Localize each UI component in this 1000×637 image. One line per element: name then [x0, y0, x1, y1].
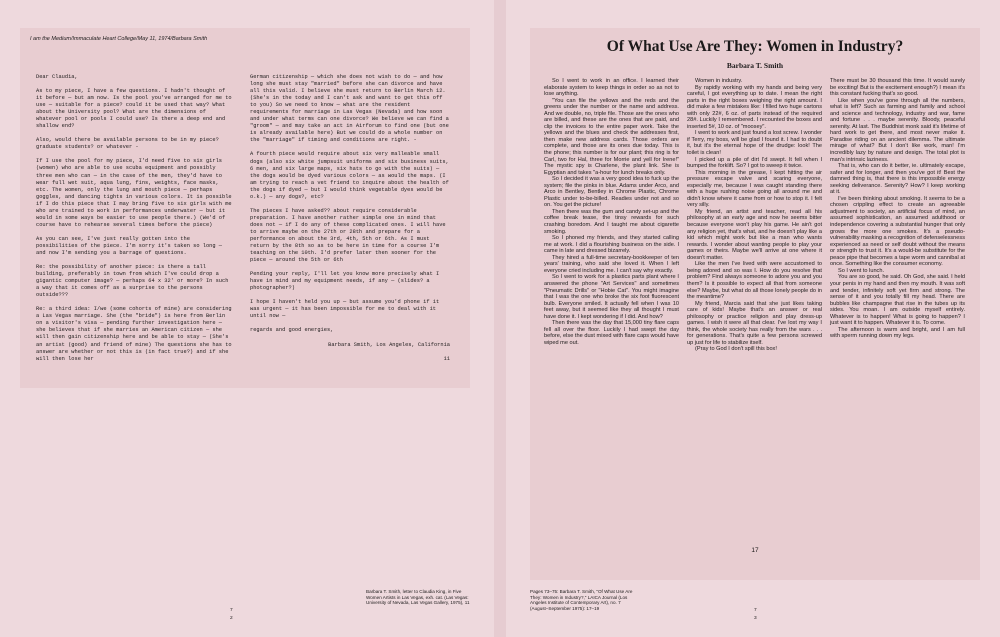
article-paragraph: My friend, Marcia said that she just likes taking care of kids! Maybe that's an answer or real philosophy or practice religion and play dress-up games. I wish it were all that clear. I've lost my way I think, the whole society has really from the wars . . . for generations. That's quite a few persons screwed up just for life to stabilize itself. — [687, 300, 822, 346]
letter-paragraph: If I use the pool for my piece, I'd need five to six girls (women) who are able to use scuba equipment and possibly three men who can — in the case of the men, they'd have to wear full wet suit, aqua lung, fins, weights, face masks, etc. The women, only the lung and mouth piece — perhaps goggles, and dancing tights in various colors. It is possible if I do this piece that I may bring five to six girls with me who are trained to work in performances underwater — but it would in some ways be easier to use people there.) (We'd of course have to rehearse several times before the piece) — [36, 158, 232, 228]
letter-column-left — [36, 74, 234, 370]
article-paragraph: The afternoon is warm and bright, and I am full with sperm running down my legs. — [830, 326, 965, 340]
article-clipping — [530, 28, 980, 580]
article-paragraph: This morning in the grease, I kept hitting the air pressure escape valve and scaring everyone, especially me, because I was caught standing there with a huge rushing noise going all around me and didn't know where it came from or how to stop it. I felt very silly. — [687, 169, 822, 209]
article-author: Barbara T. Smith — [726, 61, 784, 70]
letter-paragraph: As to my piece, I have a few questions. I hadn't thought of it before — but am now. Is the pool you've arranged for me to use — suitable for a piece? could it be used that way? What about the University pool? What are the dimensions of whatever pool or pools I could use? Is there a deep end and shallow end? — [36, 88, 232, 130]
letter-header: I am the Medium/Immaculate Heart College/May 11, 1974/Barbara Smith — [30, 36, 208, 42]
article-paragraph: I've been thinking about smoking. It seems to be a chosen crippling effect to create an agreeable adjustment to society, an artificial focus of mind, an assumed sophistication, an assumed adulthood or independence covering a substantial hunger that only grows the more one smokes. It's a pseudo-vulnerability masking a recognition of defenselessness experienced as need or self doubt without the means or strength to trust it. It's a would-be substitute for the peace pipe that becomes a tape worm and cannibal at once. Something like the consumer economy. — [830, 195, 965, 268]
folio-top: 7 — [754, 608, 757, 613]
article-paragraph: So I decided it was a very good idea to fuck up the system; file the pinks in blue. Adams under Arco, and Arco in Bentley, Bentley in Chrome Plastic, Chrome Plastic under to-be-billed. Readies under not and so on. You get the picture! — [544, 176, 679, 209]
letter-page-number: 11 — [443, 355, 450, 362]
article-paragraph: Like when you've gone through all the numbers, what is left? Such as farming and family and school and science and technology, industry and war, fame and fortune . . . maybe serenity. Bloody, peaceful serenity. At last. The Buddhist monk said it's lifetime of hard work to get there, and most never make it. Paradise riding on an ancient dilemma. The ultimate mirage of what? But I don't like work, man! I'm incredibly lazy by nature and design. The total plot is man's intrinsic laziness. — [830, 97, 965, 163]
letter-column-right — [250, 74, 450, 370]
left-page — [0, 0, 494, 637]
folio-bottom: 3 — [754, 616, 757, 621]
article-paragraph: So I went to lunch. — [838, 267, 885, 274]
letter-paragraph: Re: the possibility of another piece: is there a tall building, preferably in town from which I've could drop a gigantic computer image? — perhaps 64 x 32' or more? In such a way that it comes off as a surprise to the persons outside??? — [36, 264, 229, 299]
article-paragraph: They hired a full-time secretary-bookkeeper of ten years' training, who said she loved it. When I left everyone cried including me. I can't say why exactly. — [544, 254, 679, 274]
letter-paragraph: I hope I haven't held you up — but assume you'd phone if it was urgent — it has been impossible for me to deal with it until now — — [250, 299, 440, 320]
letter-clipping — [20, 28, 470, 388]
article-paragraph: I picked up a pile of dirt I'd swept. It fell when I bumped the forklift. So? I got to sweep it twice. — [687, 156, 822, 170]
figure-caption: Pages 73–75: Barbara T. Smith, "Of What Use Are They: Women in Industry?," LAICA Journal (Los Angeles Institute of Contemporary Art), no. 7 (August–September 1975): 17–19 — [530, 589, 633, 611]
article-paragraph: Women in industry. — [695, 78, 743, 84]
book-gutter — [494, 0, 506, 637]
article-column-2 — [687, 78, 822, 353]
article-paragraph: So I went to work in an office. I learned their elaborate system to keep things in order so as not to lose anything. — [544, 78, 679, 98]
article-title: Of What Use Are They: Women in Industry? — [606, 38, 904, 55]
letter-paragraph: As you can see, I've just really gotten into the possibilities of the piece. I'm sorry it's taken so long — and now I'm sending you a barrage of questions. — [36, 235, 222, 256]
letter-paragraph: Also, would there be available persons to be in my piece? graduate students? or whatever - — [36, 137, 219, 151]
article-paragraph: You are so good, he said. Oh God, she said. I held your penis in my hand and then my mouth. It was soft and tender, infinitely soft yet firm and strong. The sense of it and you totally fill my head. There are bubbles like champagne that rise in the tubes up its sides. You moan. I am outside myself entirely. Whatever is to happen! What is going to happen? I just want it to happen. Whatever it is. To come. — [830, 274, 965, 327]
article-paragraph: By rapidly working with my hands and being very careful, I got everything up to date. I mean the right parts in the right boxes weighing the right amount. I did make a few mistakes like: I filled two huge cartons with only 22#, 6 oz. of parts instead of the required 28#. Luckily I remembered. I recounted the boxes and inserted 5#, 10 oz. of "moosey". — [687, 84, 822, 130]
letter-paragraph: Pending your reply, I'll let you know more precisely what I have in mind and my equipment needs, if any — (slides? a photographer?) — [250, 271, 440, 292]
article-paragraph: I went to work and just found a lost screw. I wonder if Terry, my boss, will be glad I found it. I had to doubt it, but it's the eternal hope of the drudge: look! The toilet is clean! — [687, 130, 822, 157]
article-paragraph: That is, who can do it better, ie. ultimately escape, safer and for longer, and then you've got it! Best the damned thing is, that there is this impossible energy seeking deliverance. Serenity? How? I keep working at it. — [830, 163, 965, 196]
letter-signature: Barbara Smith, Los Angeles, California — [328, 341, 450, 348]
letter-paragraph: Dear Claudia, — [36, 74, 78, 80]
folio-bottom: 2 — [230, 616, 233, 621]
article-paragraph: So I went to work for a plastics parts plant where I answered the phone "Art Services" and sometimes "Pneumatic Drills" or "Hobie Cat". You might imagine that I was the one who broke the six foot fluorescent bulb. Everyone smiled. It actually fell when I was 10 feet away, but it seemed like they all thought I must have done it. I kept wondering if I did. And how? — [544, 274, 679, 320]
article-paragraph: My friend, an artist and teacher, read all his philosophy at an early age and now he seems bitter because everyone won't play his game. He ain't got any religion yet, that's what, and he doesn't play like a kid which might work but like a man who wants rewards. I wonder about wanting people to play your games or theirs. Maybe we'll arrive at one where it doesn't matter. — [687, 208, 822, 261]
article-paragraph: "You can file the yellows and the reds and the greens under the number or the name and address. And we double, no, triple file. Those are the ones who are billed, and these are the ones that are paid, and clip the invoices to the entire paper work. Take the yellows and the blues and check the addresses first, then make new address cards. Those orders are complete, and those are its ones due today. This is the phone; this number is for our plant; this ring is for Carl, two for Hal, three for Morrie and yell for Irene!" The mystic spy is Charlene, the plant link. She is Egyptian and takes "a-hour for lunch breaks only. — [544, 97, 679, 176]
article-paragraph: So I phoned my friends, and they started calling me at work. I did a flourishing business on the side. I came in late and dressed bizarrely. — [544, 235, 679, 255]
letter-closing: regards and good energies, — [250, 327, 334, 334]
letter-paragraph: The pieces I have asked?? about require considerable preparation. I have another rather simple one in mind that does not — if I do any of these complicated ones. I will have to arrive maybe on the 27th or 28th and prepare for a performance on about the 3rd, 4th, 5th or 6th. As I must return by the 8th so as to be here in time for a course I'm teaching on the 10th. I'd prefer later then sooner for the piece — around the 5th or 6th — [250, 207, 446, 264]
figure-caption: Barbara T. Smith, letter to Claudia King, in Five Women Artists in Las Vegas, exh. cat. (Las Vegas: University of Nevada, Las Vegas Gallery, 1975), 11 — [366, 589, 470, 606]
article-paragraph: Then there was the day that 15,000 tiny flare caps fell all over the floor. Luckily I had swept the day before, else the dust mixed with flare caps would have wiped me out. — [544, 320, 679, 346]
article-column-1 — [544, 78, 679, 346]
article-paragraph: (Pray to God I don't spill this box! — [695, 346, 777, 353]
letter-paragraph: Re: a third idea: I/we (some cohorts of mine) are considering a Las Vegas marriage. She (the "bride") is here from Berlin on a visitor's visa — pending further investigation here — she believes that if she marries an American citizen — she will then gain citizenship here and be able to stay — (She's an artist (good) and friend of mine) The questions she has to answer are whether or not this is (in fact true?) and if she will then lose her — [36, 306, 232, 362]
article-paragraph: Like the men I've lived with were accustomed to being adored and so was I. How do you resolve that problem? Find always someone to adore you and you them? Is it possible to expect all that from someone else? Maybe, but what do all those lonely people do in the meantime? — [687, 261, 822, 301]
letter-paragraph: German citizenship — which she does not wish to do — and how long she must stay "married" before she can divorce and have all this valid. I believe she must return to Berlin March 12. (She's in the today and I can't ask and want to get this off to you) So we need to know — what are the resident requirements for marriage in Las Vegas (Nevada) and how soon and under what terms can one divorce? We believe we can find a "groom" — and may take an act in Airforum to find one (but one is already available here) But we could do a whole number on the "marriage" if timing and conditions are right. - — [250, 74, 449, 144]
article-paragraph: There must be 30 thousand this time. It would surely be exciting! But is the excitement enough?) I mean it's this constant fucking that's so good. — [830, 78, 965, 98]
article-paragraph: Then there was the gum and candy set-up and the coffee break tease, the tinsy rewards for such crashing boredom. And I taught me about cigarette smoking. — [544, 208, 679, 235]
article-column-3 — [830, 78, 965, 340]
article-page-number: 17 — [751, 547, 759, 554]
letter-paragraph: A fourth piece would require about six very malleable small dogs (also six white jumpsuit uniforms and six business suits, 6 men, and six large maps, six hats to go with the suits) — the dogs would be dyed various colors — as would the maps. (I am trying to reach a vet friend to inquire about the health of the dogs if dyed — but I would think vegetable dyes would be o.k.) — any dogs?, etc? — [250, 151, 449, 200]
folio-top: 7 — [230, 608, 233, 613]
